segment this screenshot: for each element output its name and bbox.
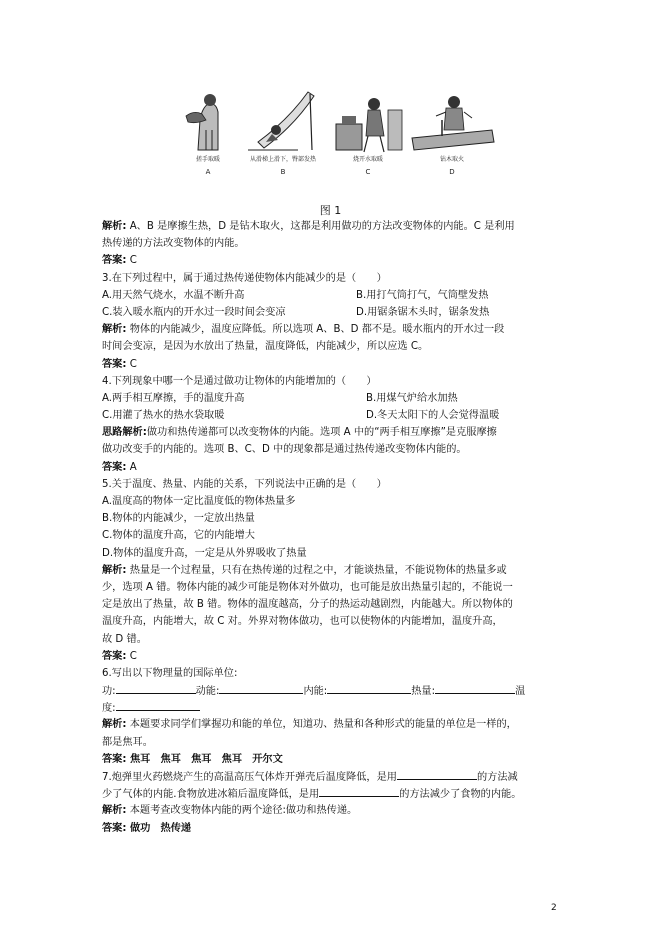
question-stem [102, 785, 568, 802]
analysis-line: 做功改变手的内能的。选项 B、C、D 中的现象都是通过热传递改变物体内能的。 [102, 444, 467, 456]
analysis-text: 物体的内能减少，温度应降低。所以选项 A、B、D 都不是。暖水瓶内的开水过一段 [126, 324, 505, 336]
kinetic-label: 动能: [195, 686, 220, 698]
figure-caption-d: 钻木取火 [439, 156, 464, 163]
option-d: D.用锯条锯木头时，锯条发热 [356, 306, 490, 318]
question-stem: 5.关于温度、热量、内能的关系，下列说法中正确的是（ ） [102, 478, 387, 490]
answer-value: C [126, 650, 137, 662]
questions-body [102, 218, 568, 837]
option-d: D.冬天太阳下的人会觉得温暖 [366, 410, 500, 422]
analysis-line [102, 424, 568, 441]
figure-panel-d [406, 90, 498, 195]
work-blank [116, 682, 196, 694]
option-row [102, 407, 568, 424]
figure-1 [168, 90, 498, 195]
answer-label: 答案: [102, 753, 127, 765]
figure-letter-b: B [280, 168, 286, 176]
stove-illustration [328, 90, 408, 156]
figure-title: 图 1 [319, 204, 342, 217]
figure-letter-d: D [449, 168, 455, 176]
analysis-line [102, 802, 568, 819]
stem-part: 7.炮弹里火药燃烧产生的高温高压气体炸开弹壳后温度降低，是用 [102, 772, 397, 783]
figure-letter-a: A [205, 168, 211, 176]
analysis-text: 本题考查改变物体内能的两个途径:做功和热传递。 [126, 805, 358, 817]
answer-label: 答案: [102, 822, 127, 834]
option-a: A.用天然气烧水，水温不断升高 [102, 289, 245, 301]
analysis-label: 解析: [102, 564, 127, 576]
internal-blank [327, 682, 411, 694]
answer-value: 焦耳 焦耳 焦耳 焦耳 开尔文 [126, 753, 283, 765]
units-fill-line [102, 699, 568, 716]
question-stem [102, 768, 568, 785]
drilling-wood-illustration [406, 90, 498, 156]
analysis-line: 温度升高，内能增大，故 C 对。外界对物体做功，也可以使物体的内能增加，温度升高， [102, 616, 503, 628]
heat-blank [435, 682, 515, 694]
analysis-line [102, 321, 568, 338]
option-b: B.物体的内能减少，一定放出热量 [102, 513, 255, 525]
option-c: C.物体的温度升高，它的内能增大 [102, 530, 255, 542]
slide-illustration [238, 90, 328, 156]
figure-caption-a: 搓手取暖 [195, 156, 220, 163]
analysis-text: A、B 是摩擦生热，D 是钻木取火，这都是利用做功的方法改变物体的内能。C 是利用 [126, 221, 515, 232]
analysis-line: 少，选项 A 错。物体内能的减少可能是物体对外做功，也可能是放出热量引起的，不能说一 [102, 581, 513, 593]
option-b: B.用煤气炉给水加热 [366, 392, 458, 404]
stem-part: 少了气体的内能.食物放进冰箱后温度降低，是用 [102, 789, 320, 801]
option-a: A.两手相互摩擦，手的温度升高 [102, 392, 245, 404]
option-d: D.物体的温度升高，一定是从外界吸收了热量 [102, 547, 307, 559]
stem-part: 的方法减 [476, 772, 518, 783]
units-fill-line [102, 682, 568, 699]
internal-label: 内能: [303, 686, 328, 698]
analysis-line [102, 562, 568, 579]
answer-line [102, 459, 568, 476]
stem-part: 的方法减少了食物的内能。 [399, 789, 522, 801]
figure-panel-a [168, 90, 248, 195]
answer-line [102, 252, 568, 269]
answer-line [102, 751, 568, 768]
analysis-label: 思路解析: [102, 427, 147, 439]
analysis-line: 定是放出了热量，故 B 错。物体的温度越高，分子的热运动越剧烈，内能越大。所以物体的 [102, 599, 513, 611]
answer-label: 答案: [102, 255, 127, 267]
method-blank-2 [319, 785, 399, 797]
option-a: A.温度高的物体一定比温度低的物体热量多 [102, 496, 296, 507]
answer-label: 答案: [102, 358, 127, 370]
analysis-line [102, 218, 568, 235]
figure-caption-b: 从滑梯上滑下，臀部发热 [249, 156, 316, 163]
analysis-label: 解析: [102, 221, 127, 232]
analysis-line: 时间会变凉，是因为水放出了热量，温度降低，内能减少，所以应选 C。 [102, 341, 429, 353]
analysis-label: 解析: [102, 805, 127, 817]
analysis-line: 热传递的方法改变物体的内能。 [102, 238, 245, 250]
answer-label: 答案: [102, 650, 127, 662]
work-label: 功: [102, 686, 116, 698]
heat-label: 热量: [411, 686, 436, 698]
option-row [102, 304, 568, 321]
answer-value: C [126, 255, 137, 267]
option-c: C.用灌了热水的热水袋取暖 [102, 410, 225, 422]
analysis-text: 做功和热传递都可以改变物体的内能。选项 A 中的“两手相互摩擦”是克服摩擦 [146, 427, 497, 439]
option-row [102, 287, 568, 304]
temperature-blank [116, 699, 200, 711]
page-number: 2 [551, 903, 557, 913]
answer-value: 做功 热传递 [126, 822, 192, 834]
analysis-line [102, 716, 568, 733]
analysis-label: 解析: [102, 719, 127, 731]
option-c: C.装入暖水瓶内的开水过一段时间会变凉 [102, 306, 286, 318]
rubbing-hands-illustration [168, 90, 248, 156]
figure-panel-c [328, 90, 408, 195]
answer-line [102, 648, 568, 665]
temperature-label-start: 温 [515, 686, 526, 698]
answer-value: C [126, 358, 137, 370]
answer-value: A [126, 461, 137, 473]
answer-line [102, 356, 568, 373]
figure-letter-c: C [365, 168, 371, 176]
answer-line [102, 820, 568, 837]
answer-label: 答案: [102, 461, 127, 473]
figure-caption-c: 烧开水取暖 [352, 156, 383, 163]
method-blank-1 [397, 768, 477, 780]
analysis-text: 本题要求同学们掌握功和能的单位，知道功、热量和各种形式的能量的单位是一样的， [126, 719, 517, 731]
analysis-label: 解析: [102, 324, 127, 336]
figure-panel-b [238, 90, 328, 195]
question-stem: 3.在下列过程中，属于通过热传递使物体内能减少的是（ ） [102, 272, 387, 284]
option-b: B.用打气筒打气，气筒壁发热 [356, 289, 489, 301]
analysis-line: 故 D 错。 [102, 633, 147, 645]
question-stem: 4.下列现象中哪一个是通过做功让物体的内能增加的（ ） [102, 375, 377, 387]
analysis-line: 都是焦耳。 [102, 736, 153, 748]
analysis-text: 热量是一个过程量，只有在热传递的过程之中，才能谈热量，不能说物体的热量多或 [126, 564, 507, 576]
option-row [102, 390, 568, 407]
kinetic-blank [219, 682, 303, 694]
question-stem: 6.写出以下物理量的国际单位: [102, 667, 238, 679]
temperature-label-end: 度: [102, 703, 116, 715]
